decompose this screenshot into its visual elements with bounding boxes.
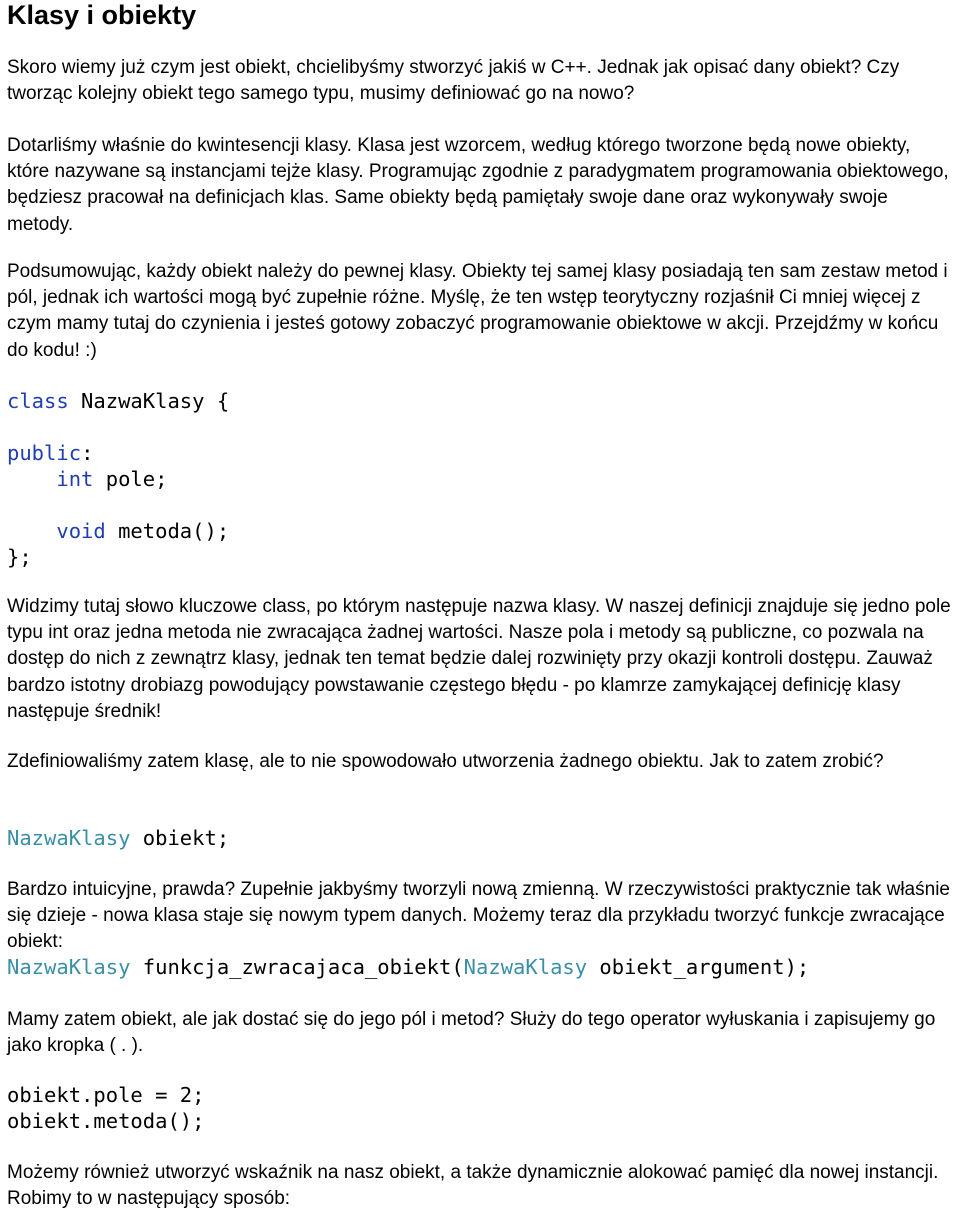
code-keyword-public: public [7, 441, 82, 465]
code-keyword-void: void [56, 519, 106, 543]
code-block-object [7, 825, 955, 851]
code-object-decl: obiekt; [130, 826, 230, 850]
code-indent [7, 519, 56, 543]
paragraph-intro: Skoro wiemy już czym jest obiekt, chcielibyśmy stworzyć jakiś w C++. Jednak jak opisać dany obiekt? Czy tworząc kolejny obiekt tego samego typu, musimy definiować go na nowo? [7, 57, 900, 105]
code-colon: : [81, 441, 94, 465]
code-line [7, 519, 229, 543]
code-closing: }; [7, 545, 32, 569]
code-type-name: NazwaKlasy [7, 955, 131, 979]
code-keyword-class: class [7, 389, 69, 413]
code-line: obiekt.metoda(); [7, 1109, 205, 1133]
code-block-access [7, 1082, 955, 1134]
code-keyword-int: int [56, 467, 94, 491]
code-class-name: NazwaKlasy { [68, 389, 230, 413]
code-line [7, 389, 229, 413]
code-function-arg: obiekt_argument); [587, 955, 810, 979]
code-line: obiekt.pole = 2; [7, 1083, 205, 1107]
paragraph-access: Mamy zatem obiekt, ale jak dostać się do jego pól i metod? Służy do tego operator wyłuskania i zapisujemy go jako kropka ( . ). [7, 1009, 936, 1057]
paragraph-class-definition: Dotarliśmy właśnie do kwintesencji klasy. Klasa jest wzorcem, według którego tworzone będą nowe obiekty, które nazywane są instancjami tejże klasy. Programując zgodnie z paradygmatem programowania obiektowego, będziesz pracował na definicjach klas. Same obiekty będą pamiętały swoje dane oraz wykonywały swoje metody. [7, 135, 949, 235]
code-type-name: NazwaKlasy [7, 826, 131, 850]
code-block-function [7, 954, 955, 980]
paragraph-create-object: Zdefiniowaliśmy zatem klasę, ale to nie spowodowało utworzenia żadnego obiektu. Jak to zatem zrobić? [7, 751, 884, 772]
paragraph-summary: Podsumowując, każdy obiekt należy do pewnej klasy. Obiekty tej samej klasy posiadają ten sam zestaw metod i pól, jednak ich wartości mogą być zupełnie różne. Myślę, że ten wstęp teorytyczny rozjaśnił Ci mniej więcej z czym mamy tutaj do czynienia i jesteś gotowy zobaczyć programowanie obiektowe w akcji. Przejdźmy w końcu do kodu! :) [7, 261, 948, 361]
code-line [7, 467, 167, 491]
paragraph-pointer: Możemy również utworzyć wskaźnik na nasz obiekt, a także dynamicznie alokować pamięć dla nowej instancji. Robimy to w następujący sposób: [7, 1162, 939, 1210]
code-indent [7, 467, 56, 491]
code-function-name: funkcja_zwracajaca_obiekt( [130, 955, 464, 979]
code-line [7, 441, 93, 465]
code-block-class [7, 388, 955, 570]
code-field: pole; [93, 467, 168, 491]
code-method: metoda(); [105, 519, 230, 543]
code-type-name: NazwaKlasy [463, 955, 588, 979]
paragraph-explanation: Widzimy tutaj słowo kluczowe class, po którym następuje nazwa klasy. W naszej definicji znajduje się jedno pole typu int oraz jedna metoda nie zwracająca żadnej wartości. Nasze pola i metody są publiczne, co pozwala na dostęp do nich z zewnątrz klasy, jednak ten temat będzie dalej rozwinięty przy okazji kontroli dostępu. Zauważ bardzo istotny drobiazg powodujący powstawanie częstego błędu - po klamrze zamykającej definicję klasy następuje średnik! [7, 596, 951, 722]
page-title: Klasy i obiekty [7, 0, 197, 30]
paragraph-intuitive: Bardzo intuicyjne, prawda? Zupełnie jakbyśmy tworzyli nową zmienną. W rzeczywistości praktycznie tak właśnie się dzieje - nowa klasa staje się nowym typem danych. Możemy teraz dla przykładu tworzyć funkcje zwracające obiekt: [7, 879, 950, 953]
